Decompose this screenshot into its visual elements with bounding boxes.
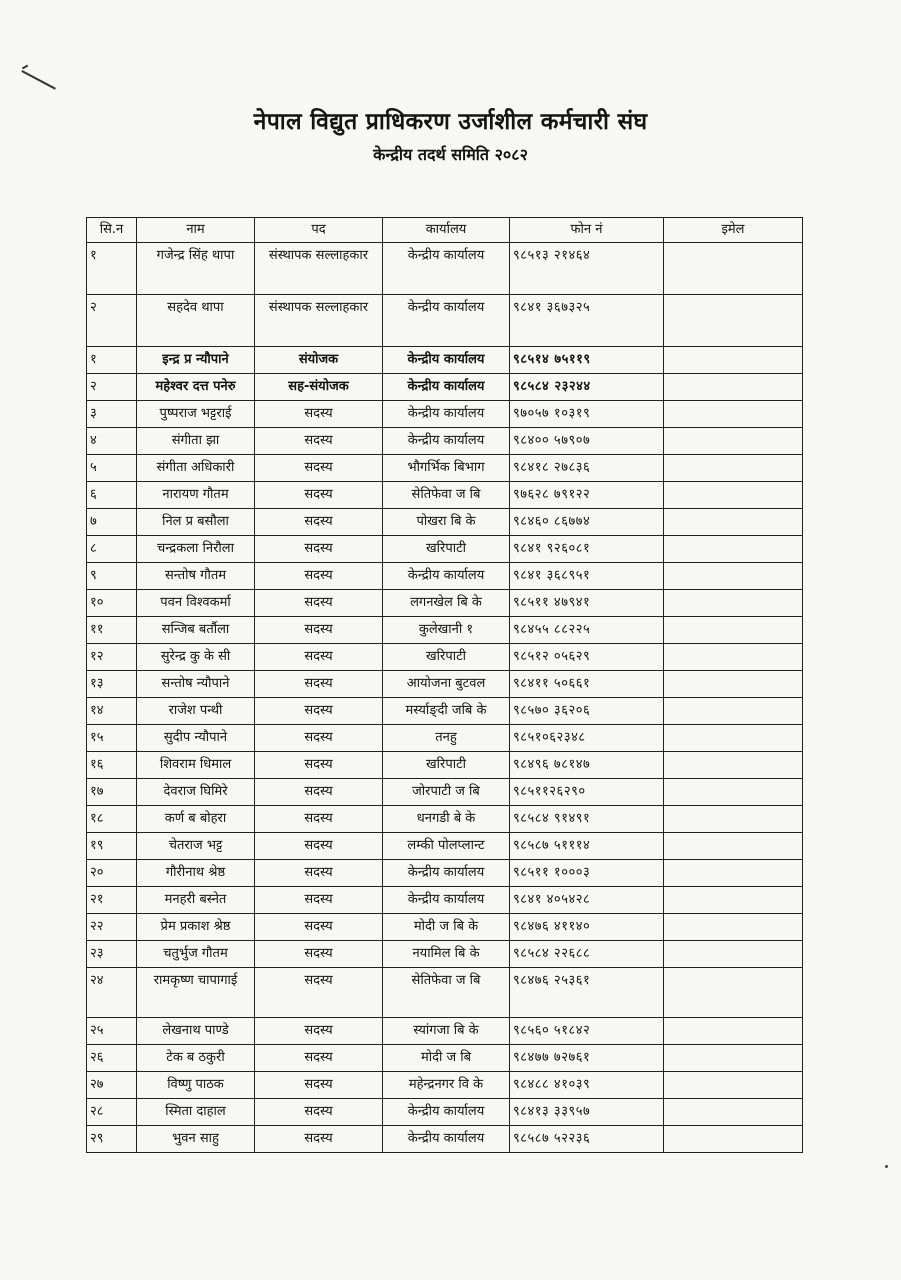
cell-post: सदस्य	[255, 752, 383, 779]
cell-email	[664, 968, 803, 1018]
table-row	[87, 455, 803, 482]
cell-post: सदस्य	[255, 887, 383, 914]
cell-office: केन्द्रीय कार्यालय	[383, 860, 510, 887]
cell-phone: ९८५१०६२३४८	[510, 725, 664, 752]
cell-phone: ९८५१२ ०५६२९	[510, 644, 664, 671]
cell-office: धनगडी बे के	[383, 806, 510, 833]
cell-sn: २५	[87, 1018, 137, 1045]
cell-phone: ९८४१ ३६७३२५	[510, 295, 664, 347]
cell-email	[664, 1072, 803, 1099]
cell-email	[664, 671, 803, 698]
cell-phone: ९८४८८ ४१०३९	[510, 1072, 664, 1099]
cell-office: खरिपाटी	[383, 752, 510, 779]
cell-email	[664, 482, 803, 509]
header-email: इमेल	[664, 218, 803, 243]
table-row	[87, 698, 803, 725]
cell-phone: ९८५११ ४७९४१	[510, 590, 664, 617]
cell-office: सेतिफेवा ज बि	[383, 482, 510, 509]
cell-email	[664, 941, 803, 968]
cell-email	[664, 752, 803, 779]
cell-name: लेखनाथ पाण्डे	[137, 1018, 255, 1045]
cell-phone: ९८५११२६२९०	[510, 779, 664, 806]
cell-name: सुरेन्द्र कु के सी	[137, 644, 255, 671]
cell-email	[664, 644, 803, 671]
cell-name: विष्णु पाठक	[137, 1072, 255, 1099]
cell-sn: १५	[87, 725, 137, 752]
cell-office: जोरपाटी ज बि	[383, 779, 510, 806]
cell-email	[664, 1045, 803, 1072]
cell-phone: ९८५६० ५१८४२	[510, 1018, 664, 1045]
cell-name: चतुर्भुज गौतम	[137, 941, 255, 968]
cell-name: स्मिता दाहाल	[137, 1099, 255, 1126]
cell-email	[664, 833, 803, 860]
cell-phone: ९८५११ १०००३	[510, 860, 664, 887]
table-row	[87, 752, 803, 779]
cell-post: सदस्य	[255, 968, 383, 1018]
cell-post: सदस्य	[255, 1099, 383, 1126]
cell-sn: ११	[87, 617, 137, 644]
cell-sn: २६	[87, 1045, 137, 1072]
cell-office: भौगर्भिक बिभाग	[383, 455, 510, 482]
cell-sn: ५	[87, 455, 137, 482]
cell-phone: ९८५८४ २३२४४	[510, 374, 664, 401]
cell-post: सदस्य	[255, 1072, 383, 1099]
cell-email	[664, 779, 803, 806]
cell-office: केन्द्रीय कार्यालय	[383, 887, 510, 914]
cell-post: सदस्य	[255, 1045, 383, 1072]
cell-office: केन्द्रीय कार्यालय	[383, 295, 510, 347]
cell-office: खरिपाटी	[383, 644, 510, 671]
cell-sn: १०	[87, 590, 137, 617]
cell-phone: ९८४६० ८६७७४	[510, 509, 664, 536]
cell-name: सन्जिब बर्तौला	[137, 617, 255, 644]
cell-phone: ९८५८७ ५१११४	[510, 833, 664, 860]
cell-name: प्रेम प्रकाश श्रेष्ठ	[137, 914, 255, 941]
cell-email	[664, 401, 803, 428]
cell-phone: ९७६२८ ७९१२२	[510, 482, 664, 509]
table-row	[87, 347, 803, 374]
cell-phone: ९८४१ ९२६०८१	[510, 536, 664, 563]
table-row	[87, 401, 803, 428]
cell-phone: ९७०५७ १०३१९	[510, 401, 664, 428]
cell-post: सदस्य	[255, 779, 383, 806]
document-subtitle: केन्द्रीय तदर्थ समिति २०८२	[373, 145, 528, 164]
cell-office: सेतिफेवा ज बि	[383, 968, 510, 1018]
cell-name: संगीता अधिकारी	[137, 455, 255, 482]
cell-email	[664, 617, 803, 644]
cell-office: केन्द्रीय कार्यालय	[383, 374, 510, 401]
cell-post: सह-संयोजक	[255, 374, 383, 401]
cell-post: संस्थापक सल्लाहकार	[255, 295, 383, 347]
table-row	[87, 1126, 803, 1153]
cell-sn: ३	[87, 401, 137, 428]
cell-phone: ९८४९६ ७८१४७	[510, 752, 664, 779]
cell-email	[664, 860, 803, 887]
cell-office: नयामिल बि के	[383, 941, 510, 968]
cell-email	[664, 725, 803, 752]
cell-phone: ९८४७६ २५३६१	[510, 968, 664, 1018]
cell-email	[664, 590, 803, 617]
cell-sn: १२	[87, 644, 137, 671]
cell-name: राजेश पन्थी	[137, 698, 255, 725]
cell-phone: ९८४०० ५७९०७	[510, 428, 664, 455]
cell-post: सदस्य	[255, 455, 383, 482]
cell-phone: ९८४१८ २७८३६	[510, 455, 664, 482]
table-header-row	[87, 218, 803, 243]
cell-name: चेतराज भट्ट	[137, 833, 255, 860]
cell-office: स्यांगजा बि के	[383, 1018, 510, 1045]
cell-sn: १८	[87, 806, 137, 833]
table-row	[87, 806, 803, 833]
cell-post: सदस्य	[255, 806, 383, 833]
cell-office: केन्द्रीय कार्यालय	[383, 563, 510, 590]
cell-name: सुदीप न्यौपाने	[137, 725, 255, 752]
cell-sn: १	[87, 347, 137, 374]
cell-phone: ९८५१३ २१४६४	[510, 243, 664, 295]
cell-phone: ९८५८७ ५२२३६	[510, 1126, 664, 1153]
cell-post: सदस्य	[255, 563, 383, 590]
cell-post: सदस्य	[255, 1018, 383, 1045]
cell-post: सदस्य	[255, 482, 383, 509]
cell-sn: २२	[87, 914, 137, 941]
cell-post: सदस्य	[255, 725, 383, 752]
cell-phone: ९८४१ ४०५४२८	[510, 887, 664, 914]
table-row	[87, 941, 803, 968]
cell-office: मोदी ज बि के	[383, 914, 510, 941]
cell-email	[664, 914, 803, 941]
table-row	[87, 374, 803, 401]
header-post: पद	[255, 218, 383, 243]
cell-office: मर्स्याङ्दी जबि के	[383, 698, 510, 725]
cell-email	[664, 536, 803, 563]
table-row	[87, 536, 803, 563]
cell-sn: २९	[87, 1126, 137, 1153]
cell-post: सदस्य	[255, 428, 383, 455]
cell-email	[664, 563, 803, 590]
cell-post: सदस्य	[255, 1126, 383, 1153]
table-row	[87, 509, 803, 536]
cell-office: केन्द्रीय कार्यालय	[383, 347, 510, 374]
cell-email	[664, 1126, 803, 1153]
cell-sn: ७	[87, 509, 137, 536]
cell-name: गजेन्द्र सिंह थापा	[137, 243, 255, 295]
table-row	[87, 590, 803, 617]
cell-post: संस्थापक सल्लाहकार	[255, 243, 383, 295]
cell-name: रामकृष्ण चापागाई	[137, 968, 255, 1018]
cell-office: महेन्द्रनगर वि के	[383, 1072, 510, 1099]
table-body	[87, 243, 803, 1153]
pen-mark	[22, 70, 56, 89]
cell-office: केन्द्रीय कार्यालय	[383, 401, 510, 428]
cell-office: खरिपाटी	[383, 536, 510, 563]
cell-sn: २८	[87, 1099, 137, 1126]
cell-name: पुष्पराज भट्टराई	[137, 401, 255, 428]
cell-post: सदस्य	[255, 698, 383, 725]
cell-post: सदस्य	[255, 590, 383, 617]
cell-phone: ९८५८४ ९१४९१	[510, 806, 664, 833]
table-row	[87, 617, 803, 644]
cell-office: मोदी ज बि	[383, 1045, 510, 1072]
cell-name: पवन विश्वकर्मा	[137, 590, 255, 617]
cell-email	[664, 698, 803, 725]
cell-post: सदस्य	[255, 941, 383, 968]
table-row	[87, 428, 803, 455]
cell-email	[664, 243, 803, 295]
table-row	[87, 1072, 803, 1099]
cell-email	[664, 806, 803, 833]
header-phone: फोन नं	[510, 218, 664, 243]
cell-email	[664, 1099, 803, 1126]
cell-email	[664, 455, 803, 482]
cell-post: सदस्य	[255, 617, 383, 644]
paper-speck	[885, 1165, 888, 1168]
cell-name: चन्द्रकला निरौला	[137, 536, 255, 563]
table-row	[87, 671, 803, 698]
cell-phone: ९८५८४ २२६८८	[510, 941, 664, 968]
table-row	[87, 725, 803, 752]
table-row	[87, 833, 803, 860]
cell-sn: २४	[87, 968, 137, 1018]
cell-sn: १४	[87, 698, 137, 725]
cell-sn: ४	[87, 428, 137, 455]
cell-name: सहदेव थापा	[137, 295, 255, 347]
table-row	[87, 1018, 803, 1045]
table-row	[87, 887, 803, 914]
cell-office: केन्द्रीय कार्यालय	[383, 1126, 510, 1153]
table-row	[87, 563, 803, 590]
cell-sn: १९	[87, 833, 137, 860]
cell-post: सदस्य	[255, 833, 383, 860]
cell-phone: ९८४७७ ७२७६१	[510, 1045, 664, 1072]
cell-post: सदस्य	[255, 401, 383, 428]
cell-sn: १	[87, 243, 137, 295]
cell-post: सदस्य	[255, 860, 383, 887]
document-title: नेपाल विद्युत प्राधिकरण उर्जाशील कर्मचारी संघ	[253, 109, 648, 135]
cell-name: कर्ण ब बोहरा	[137, 806, 255, 833]
cell-office: लम्की पोलप्लान्ट	[383, 833, 510, 860]
cell-sn: १३	[87, 671, 137, 698]
cell-office: केन्द्रीय कार्यालय	[383, 243, 510, 295]
cell-phone: ९८४१३ ३३९५७	[510, 1099, 664, 1126]
cell-sn: २७	[87, 1072, 137, 1099]
cell-email	[664, 295, 803, 347]
cell-office: केन्द्रीय कार्यालय	[383, 428, 510, 455]
cell-name: गौरीनाथ श्रेष्ठ	[137, 860, 255, 887]
table-row	[87, 295, 803, 347]
cell-name: शिवराम धिमाल	[137, 752, 255, 779]
cell-sn: १७	[87, 779, 137, 806]
cell-email	[664, 347, 803, 374]
table-row	[87, 860, 803, 887]
cell-sn: ८	[87, 536, 137, 563]
cell-email	[664, 509, 803, 536]
cell-name: नारायण गौतम	[137, 482, 255, 509]
cell-email	[664, 887, 803, 914]
cell-name: सन्तोष न्यौपाने	[137, 671, 255, 698]
header-sn: सि.न	[87, 218, 137, 243]
cell-name: इन्द्र प्र न्यौपाने	[137, 347, 255, 374]
cell-post: सदस्य	[255, 914, 383, 941]
table-row	[87, 914, 803, 941]
cell-name: संगीता झा	[137, 428, 255, 455]
cell-office: पोखरा बि के	[383, 509, 510, 536]
cell-phone: ९८४५५ ८८२२५	[510, 617, 664, 644]
cell-sn: २	[87, 295, 137, 347]
cell-name: देवराज घिमिरे	[137, 779, 255, 806]
cell-phone: ९८४११ ५०६६१	[510, 671, 664, 698]
header-name: नाम	[137, 218, 255, 243]
cell-name: टेक ब ठकुरी	[137, 1045, 255, 1072]
cell-sn: २१	[87, 887, 137, 914]
cell-email	[664, 428, 803, 455]
cell-office: लगनखेल बि के	[383, 590, 510, 617]
cell-name: सन्तोष गौतम	[137, 563, 255, 590]
cell-sn: १६	[87, 752, 137, 779]
table-row	[87, 968, 803, 1018]
cell-phone: ९८५१४ ७५११९	[510, 347, 664, 374]
cell-post: सदस्य	[255, 509, 383, 536]
cell-name: मनहरी बस्नेत	[137, 887, 255, 914]
cell-sn: २०	[87, 860, 137, 887]
pen-mark-tick	[22, 65, 28, 69]
committee-members-table	[86, 217, 803, 1153]
table-row	[87, 1045, 803, 1072]
cell-phone: ९८५७० ३६२०६	[510, 698, 664, 725]
cell-phone: ९८४१ ३६८९५१	[510, 563, 664, 590]
cell-post: सदस्य	[255, 644, 383, 671]
cell-post: सदस्य	[255, 536, 383, 563]
cell-name: भुवन साहु	[137, 1126, 255, 1153]
table-row	[87, 779, 803, 806]
cell-post: संयोजक	[255, 347, 383, 374]
table-row	[87, 1099, 803, 1126]
header-office: कार्यालय	[383, 218, 510, 243]
table-row	[87, 644, 803, 671]
cell-sn: २३	[87, 941, 137, 968]
cell-phone: ९८४७६ ४११४०	[510, 914, 664, 941]
cell-office: कुलेखानी १	[383, 617, 510, 644]
cell-post: सदस्य	[255, 671, 383, 698]
cell-office: आयोजना बुटवल	[383, 671, 510, 698]
cell-email	[664, 1018, 803, 1045]
cell-sn: ६	[87, 482, 137, 509]
table-row	[87, 243, 803, 295]
cell-name: महेश्वर दत्त पनेरु	[137, 374, 255, 401]
cell-office: तनहु	[383, 725, 510, 752]
cell-office: केन्द्रीय कार्यालय	[383, 1099, 510, 1126]
cell-email	[664, 374, 803, 401]
cell-sn: २	[87, 374, 137, 401]
cell-sn: ९	[87, 563, 137, 590]
cell-name: निल प्र बसौला	[137, 509, 255, 536]
table-row	[87, 482, 803, 509]
